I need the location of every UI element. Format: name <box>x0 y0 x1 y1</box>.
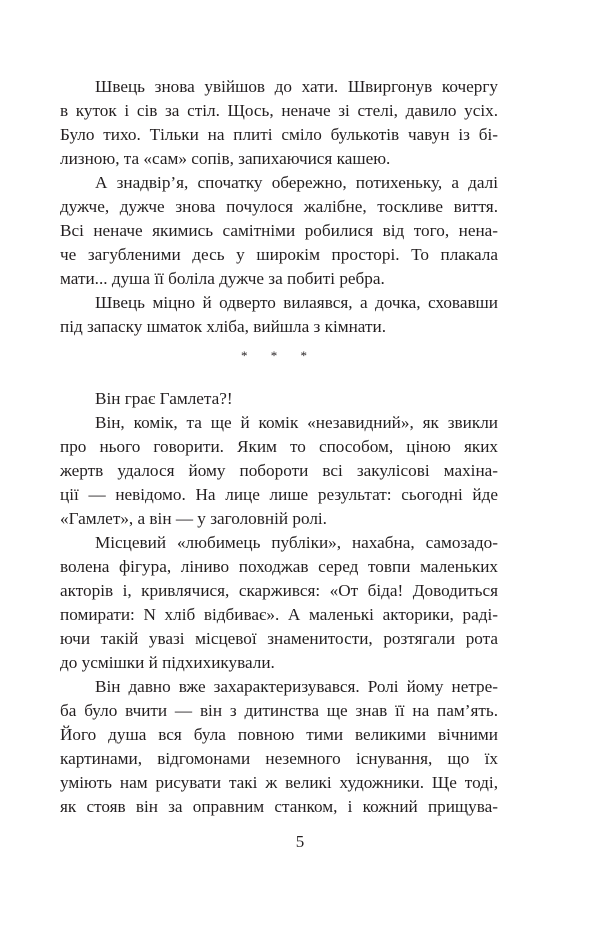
section-separator: * * * <box>241 348 317 363</box>
paragraph <box>60 75 498 171</box>
text-line: ції — невідомо. На лице лише результат: сьогодні йде <box>60 485 498 504</box>
text-line: «Гамлет», а він — у заголовній ролі. <box>60 509 327 528</box>
text-line: Він, комік, та ще й комік «незавидний», як звикли <box>95 413 498 432</box>
text-line: жертв удалося йому побороти всі закулісові махіна- <box>60 461 498 480</box>
paragraph <box>60 171 498 291</box>
text-line: Він грає Гамлета?! <box>95 389 233 408</box>
text-line: до усмішки й підхихикували. <box>60 653 275 672</box>
text-line: картинами, відгомонами неземного існування, що їх <box>60 749 498 768</box>
text-line: А знадвір’я, спочатку обережно, потихеньку, а далі <box>95 173 498 192</box>
paragraph <box>60 675 498 819</box>
text-line: Всі неначе якимись самітніми робилися від того, нена- <box>60 221 498 240</box>
text-line: че загубленими десь у широкім просторі. То плакала <box>60 245 498 264</box>
text-line: дужче, дужче знова почулося жалібне, тоскливе виття. <box>60 197 498 216</box>
text-line: Швець міцно й одверто вилаявся, а дочка, сховавши <box>95 293 498 312</box>
text-line: ба було вчити — він з дитинства ще знав її на пам’ять. <box>60 701 498 720</box>
page-number: 5 <box>295 832 305 851</box>
text-line: Швець знова увійшов до хати. Швиргонув кочергу <box>95 77 498 96</box>
text-line: Він давно вже захарактеризувався. Ролі йому нетре- <box>95 677 498 696</box>
page-text <box>60 75 498 819</box>
text-line: під запаску шматок хліба, вийшла з кімнати. <box>60 317 386 336</box>
text-line: Його душа вся була повною тими великими вічними <box>60 725 498 744</box>
text-line: лизною, та «сам» сопів, запихаючися кашею. <box>60 149 391 168</box>
text-line: про нього говорити. Яким то способом, ціною яких <box>60 437 498 456</box>
paragraph <box>60 291 498 339</box>
paragraph <box>60 531 498 675</box>
text-line: Було тихо. Тільки на плиті сміло булькотів чавун із бі- <box>60 125 498 144</box>
text-line: в куток і сів за стіл. Щось, неначе зі стелі, давило усіх. <box>60 101 498 120</box>
text-line: як стояв він за оправним станком, і кожний прищува- <box>60 797 498 816</box>
text-line: акторів і, кривлячися, скаржився: «От біда! Доводиться <box>60 581 498 600</box>
text-line: Місцевий «любимець публіки», нахабна, самозадо- <box>95 533 498 552</box>
text-line: ючи такій увазі місцевої знаменитости, розтягали рота <box>60 629 498 648</box>
text-line: мати... душа її боліла дужче за побиті ребра. <box>60 269 385 288</box>
text-line: помирати: N хліб відбиває». А маленькі акторики, раді- <box>60 605 498 624</box>
paragraph <box>60 411 498 531</box>
text-line: волена фігура, ліниво походжав серед товпи маленьких <box>60 557 498 576</box>
paragraph <box>60 387 498 411</box>
text-line: уміють нам рисувати такі ж великі художники. Ще тоді, <box>60 773 498 792</box>
